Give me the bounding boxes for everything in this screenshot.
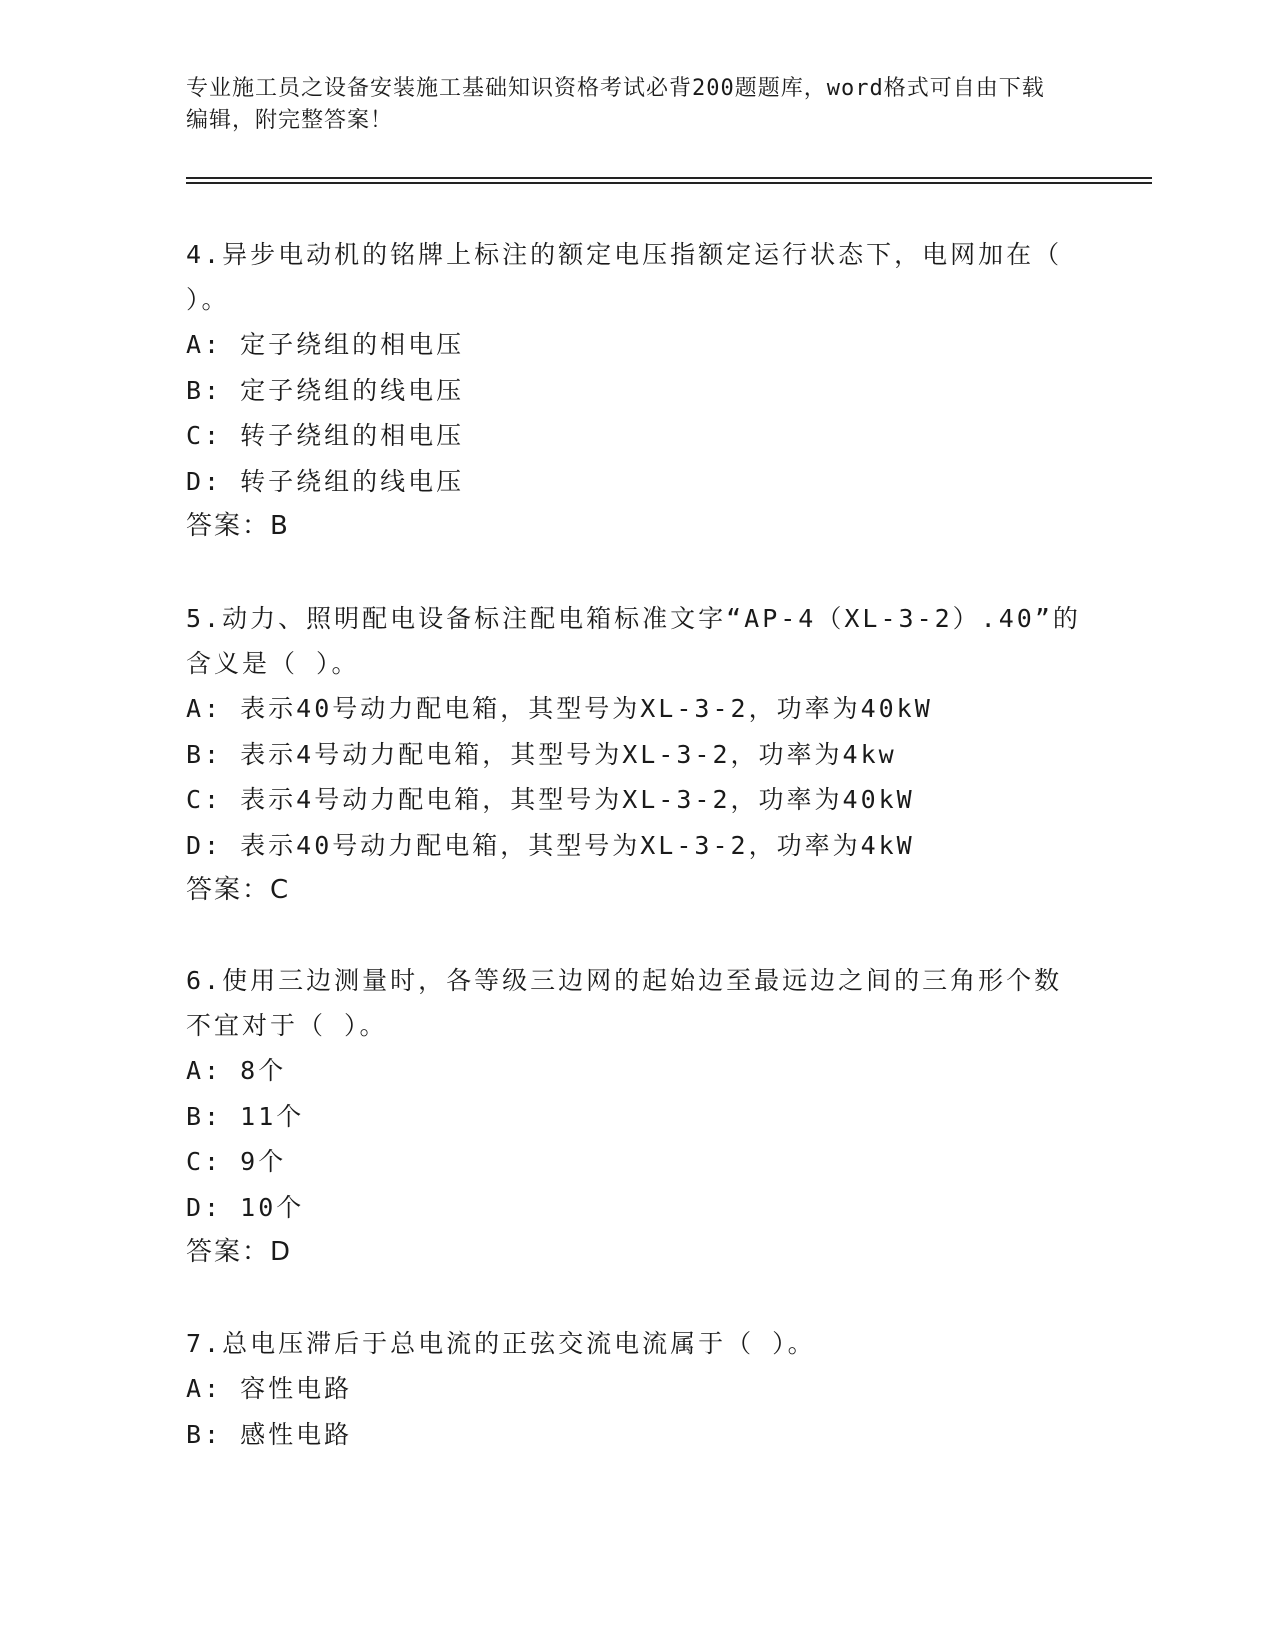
option-a: A: 容性电路 bbox=[186, 1374, 353, 1403]
answer-label: 答案：C bbox=[186, 875, 291, 905]
option-b: B: 表示4号动力配电箱，其型号为XL-3-2，功率为4kw bbox=[186, 739, 897, 769]
question-5 bbox=[186, 596, 1086, 913]
option-d: D: 表示40号动力配电箱，其型号为XL-3-2，功率为4kW bbox=[186, 830, 915, 860]
header-divider-top bbox=[186, 177, 1152, 179]
document-header: 专业施工员之设备安装施工基础知识资格考试必背200题题库，word格式可自由下载编辑，附完整答案！ bbox=[186, 76, 1045, 133]
question-stem: 7.总电压滞后于总电流的正弦交流电流属于（ ）。 bbox=[186, 1329, 816, 1358]
option-b: B: 感性电路 bbox=[186, 1419, 353, 1449]
header-divider-bottom bbox=[186, 182, 1152, 184]
question-7 bbox=[186, 1321, 1086, 1457]
question-6 bbox=[186, 958, 1086, 1275]
question-stem: 6.使用三边测量时，各等级三边网的起始边至最远边之间的三角形个数不宜对于（ ）。 bbox=[186, 966, 1063, 1040]
question-stem: 5.动力、照明配电设备标注配电箱标准文字“AP-4（XL-3-2）.40”的含义是（ ）。 bbox=[186, 604, 1081, 678]
question-4 bbox=[186, 232, 1086, 549]
option-d: D: 10个 bbox=[186, 1192, 305, 1222]
option-a: A: 表示40号动力配电箱，其型号为XL-3-2，功率为40kW bbox=[186, 694, 933, 723]
option-a: A: 定子绕组的相电压 bbox=[186, 330, 465, 359]
answer-label: 答案：D bbox=[186, 1237, 293, 1267]
question-stem: 4.异步电动机的铭牌上标注的额定电压指额定运行状态下，电网加在（ ）。 bbox=[186, 240, 1081, 314]
answer-label: 答案：B bbox=[186, 511, 290, 541]
option-d: D: 转子绕组的线电压 bbox=[186, 466, 465, 496]
option-b: B: 定子绕组的线电压 bbox=[186, 375, 465, 405]
option-c: C: 表示4号动力配电箱，其型号为XL-3-2，功率为40kW bbox=[186, 785, 915, 814]
option-b: B: 11个 bbox=[186, 1101, 305, 1131]
option-c: C: 转子绕组的相电压 bbox=[186, 421, 465, 450]
option-a: A: 8个 bbox=[186, 1056, 287, 1085]
option-c: C: 9个 bbox=[186, 1147, 287, 1176]
